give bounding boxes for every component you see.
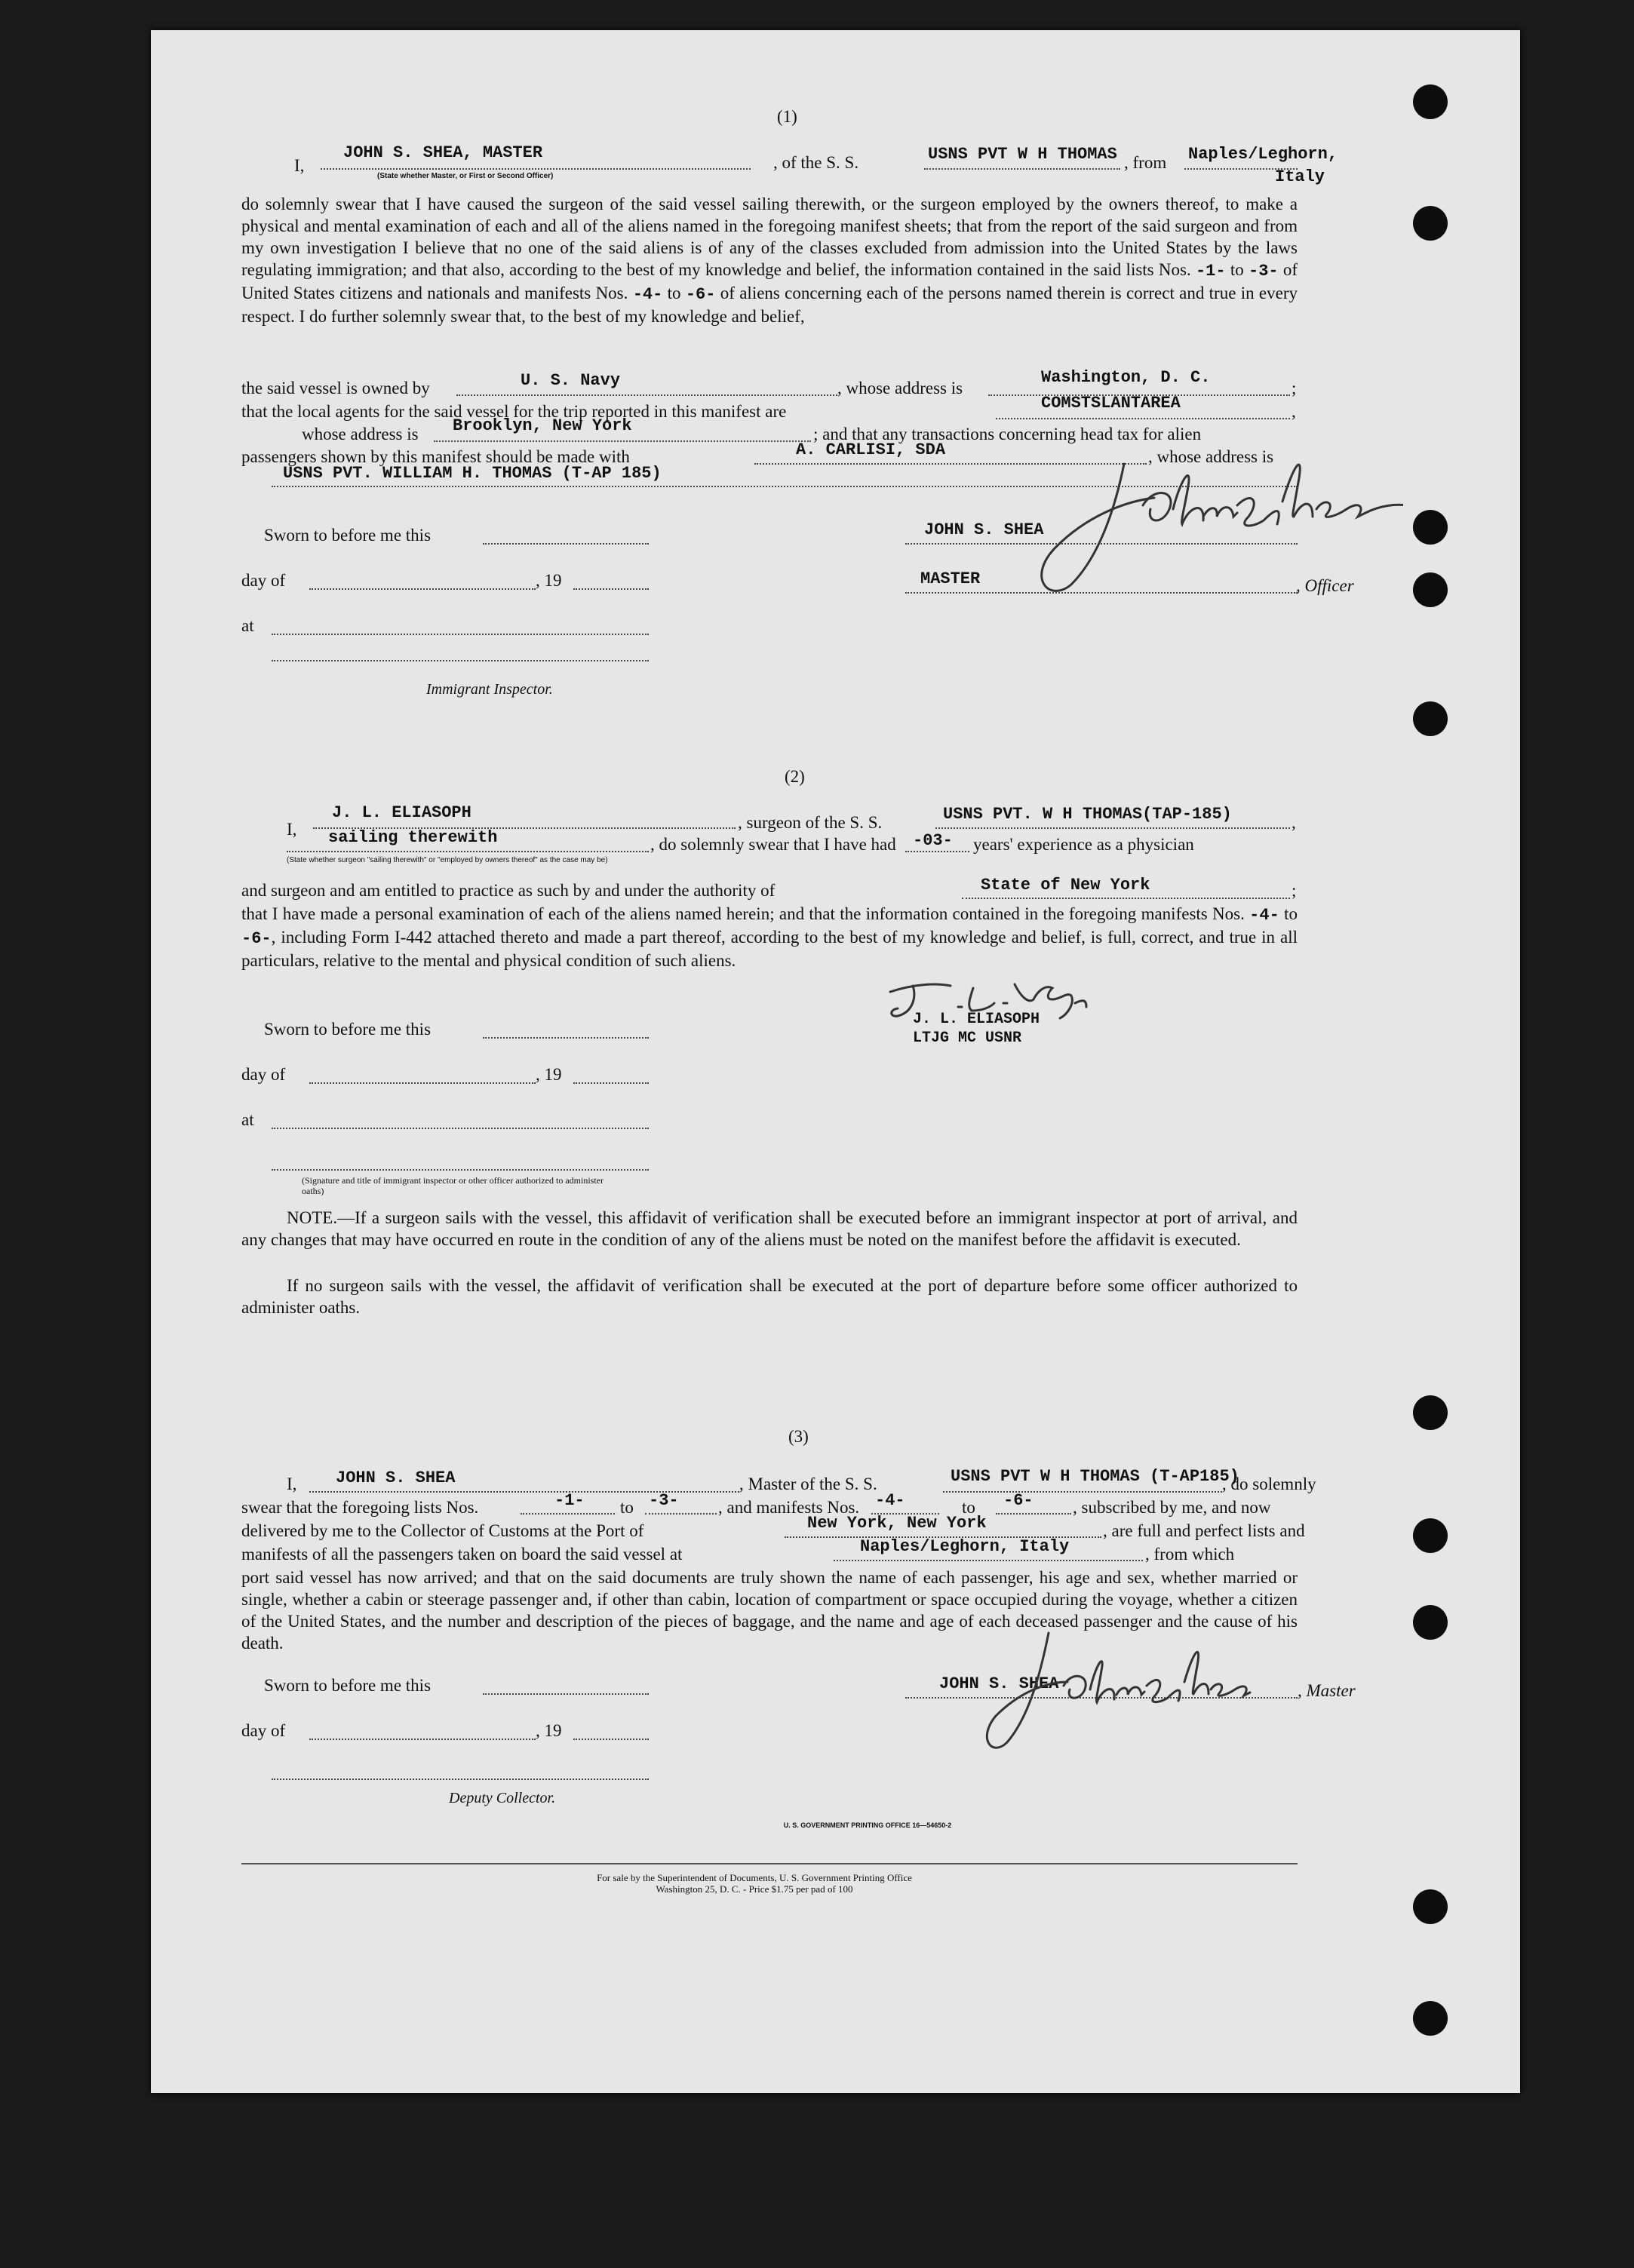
authority: State of New York — [981, 876, 1150, 895]
sale-line-2: Washington 25, D. C. - Price $1.75 per pad of 100 — [656, 1883, 853, 1895]
surgeon-vessel: USNS PVT. W H THOMAS(TAP-185) — [943, 805, 1232, 824]
label-agents-address: whose address is — [302, 425, 419, 443]
manifests-to: -6- — [1003, 1491, 1034, 1510]
section-number: (3) — [788, 1427, 809, 1446]
at-label: at — [241, 1110, 254, 1129]
note-1: NOTE.—If a surgeon sails with the vessel, this affidavit of verification shall be executed before an immigrant inspector at port of arrival, and any changes that may have occurred en route in the condition of any of the aliens must be noted on the manifest before the affidavit is executed. — [241, 1208, 1298, 1249]
to-word: to — [620, 1498, 634, 1517]
label-headtax: ; and that any transactions concerning head tax for alien — [813, 425, 1202, 443]
manifests-to: -6- — [241, 929, 272, 948]
signature-shea-2 — [966, 1610, 1282, 1761]
binder-hole — [1413, 1889, 1448, 1924]
label-from: , from — [1124, 153, 1167, 172]
at-label: at — [241, 616, 254, 635]
label-master-of: , Master of the S. S. — [739, 1475, 877, 1493]
manifests-from: -4- — [875, 1491, 905, 1510]
body-text: that I have made a personal examination of each of the aliens named herein; and that the information contained in the — [241, 904, 1064, 923]
sworn-label: Sworn to before me this — [264, 526, 432, 545]
day-of-label: day of — [241, 571, 286, 590]
binder-hole — [1413, 2001, 1448, 2036]
affidavit-1-body — [241, 193, 1298, 327]
label-years: years' experience as a physician — [973, 835, 1194, 854]
manifests-from: -4- — [632, 285, 663, 304]
body-text: foregoing manifests Nos. — [1068, 904, 1245, 923]
label-manifests: manifests of all the passengers taken on board the said vessel at — [241, 1545, 683, 1564]
master-suffix: , Master — [1298, 1681, 1356, 1700]
binder-hole — [1413, 1395, 1448, 1430]
sailing-status: sailing therewith — [328, 828, 498, 847]
signer-rank: MASTER — [920, 569, 981, 588]
headtax-agent: A. CARLISI, SDA — [796, 440, 946, 459]
sale-line-1: For sale by the Superintendent of Documents, U. S. Government Printing Office — [597, 1872, 912, 1883]
state-hint: (State whether Master, or First or Second Officer) — [377, 172, 554, 180]
body-text: do solemnly swear that I have caused the surgeon of the said vessel sailing therewith, or the surgeon employed by the owners thereof, to make a physical and mental examination of each and all of the aliens named in the foregoing manifest sheets; that from the report of the said surgeon and from my own investigation I believe that no one of the said aliens is of any of the classes excluded from admission into the United States by the laws regulating immigration; and that also, according to the best of my knowledge and belief, the information contained in the said lists Nos. — [241, 195, 1298, 279]
binder-hole — [1413, 206, 1448, 241]
years-experience: -03- — [913, 831, 953, 850]
agents-address: Brooklyn, New York — [453, 416, 632, 435]
deputy-collector-label: Deputy Collector. — [449, 1790, 556, 1806]
label-of-ss: , of the S. S. — [773, 153, 859, 172]
label-do-solemnly: , do solemnly — [1222, 1475, 1316, 1493]
label-full: , are full and perfect lists and — [1103, 1521, 1305, 1540]
label-surgeon-of: , surgeon of the S. S. — [738, 813, 883, 832]
lists-from: -1- — [1195, 262, 1226, 281]
agents: COMSTSLANTAREA — [1041, 394, 1181, 413]
body-text: , including Form I-442 attached thereto and made a part thereof, according to the best of my knowledge and belief, is full, correct, and true in all particulars, relative to the mental and physical condition of such aliens. — [241, 928, 1298, 970]
master-name: JOHN S. SHEA — [336, 1469, 456, 1487]
day-of-label: day of — [241, 1721, 286, 1740]
to-word: to — [667, 284, 681, 302]
owner: U. S. Navy — [521, 371, 621, 390]
label-i: I, — [287, 820, 297, 839]
manifests-from: -4- — [1249, 906, 1279, 925]
label-owned: the said vessel is owned by — [241, 379, 430, 397]
label-i: I, — [287, 1475, 297, 1493]
section-number: (1) — [777, 107, 797, 126]
document-page: (1) I, JOHN S. SHEA, MASTER (State whether Master, or First or Second Officer) , of the S. S. USNS PVT W H THOMAS , from Naples/Leghorn, Italy do solemnly swear that I have caused the surgeon of the said vessel sailing therewith, or the surgeon employed by the owners thereof, to make a physical and mental examination of each and all of the aliens named in the foregoing manifest sheets; that from the report of the said surgeon and from my own investigation I believe that no one of the said aliens is of any of the classes excluded from admission into the United States by the laws regulating immigration; and that also, according to the best of my knowledge and belief, the information contained in the said lists Nos. -1- to -3- of United States citizens and nationals and manifests Nos. -4- to -6- of aliens concerning each of the persons named therein is correct and true in every respect. I do further solemnly swear that, to the best of my knowledge and belief, the said vessel is owned by U. S. Navy , whose address is Washington, D. C. ; that the local agents for the said vessel for the trip reported in this manifest are COMSTSLANTAREA , whose address is Brooklyn, New York ; and that any transactions concerning head tax for alien passengers shown by this manifest should be made with A. CARLISI, SDA , whose address is USNS PVT. WILLIAM H. THOMAS (T-AP 185) Sworn to before me this day of , 19 at Immigrant Inspector. JOHN S. SHEA MASTER , Officer (2) I, J. L. ELIASOPH , surgeon of the S. S. USNS PVT. W H THOMAS(TAP-185) , sailing therewith , do solemnly swear that I have had -03- years' experience as a physician (State whether surgeon "sailing therewith" or "employed by owners thereof" as the case may be) and surgeon and am entitled to practice as such by and under the authority of State of New York ; that I have made a personal examination of each of the aliens named herein; and that the information contained in the foregoing manifests Nos. -4- to -6-, including Form I-442 attached thereto and made a part thereof, according to the best of my knowledge and belief, is full, correct, and true in all particulars, relative to the mental and physical condition of such aliens. J. L. ELIASOPH LTJG MC USNR Sworn to before me this day of , 19 at (Signature and title of immigrant inspector or other officer authorized to administer oaths) NOTE.—If a surgeon sails with the vessel, this affidavit of verification shall be executed before an immigrant inspector at port of arrival, and any changes that may have occurred en route in the condition of any of the aliens must be noted on the manifest before the affidavit is executed. If no surgeon sails with the vessel, the affidavit of verification shall be executed at the port of departure before some officer authorized to administer oaths. (3) I, JOHN S. SHEA , Master of the S. S. USNS PVT W H THOMAS (T-AP185) , do solemnly swear that the foregoing lists Nos. -1- to -3- , and manifests Nos. -4- to -6- , subscribed by me, and now delivered by me to the Collector of Customs at the Port of New York, New York , are full and perfect lists and manifests of all the passengers taken on board the said vessel at Naples/Leghorn, Italy , from which port said vessel has now arrived; and that on the said documents are truly shown the name of each passenger, his age and sex, whether married or single, whether a cabin or steerage passenger and, if other than cabin, location of compartment or space occupied during the voyage, whether a citizen of the United States, and the number and description of the pieces of baggage, and the name and age of each deceased passenger and the cause of his death. Sworn to before me this day of , 19 Deputy Collector. JOHN S. SHEA , Master U. S. GOVERNMENT PRINTING OFFICE 16—54650-2 For sale by the Superintendent of Documents, U. S. Government Printing Office Washington 25, D. C. - Price $1.75 per pad of 100 — [151, 30, 1520, 2093]
port-of-arrival: New York, New York — [807, 1514, 987, 1533]
to-word: to — [1230, 260, 1244, 279]
manifests-to: -6- — [685, 285, 716, 304]
gpo-imprint: U. S. GOVERNMENT PRINTING OFFICE 16—54650-2 — [783, 1821, 952, 1829]
year-label: , 19 — [536, 1721, 562, 1740]
officer-label: , Officer — [1296, 576, 1354, 595]
to-word: to — [962, 1498, 975, 1517]
label-whose-address-2: , whose address is — [1148, 447, 1274, 466]
year-label: , 19 — [536, 1065, 562, 1084]
body-text: of aliens concerning each of the persons named therein is correct and true in every respect. I do further solemnly swear that, to the best of my knowledge and belief, — [241, 284, 1298, 326]
to-word: to — [1284, 904, 1298, 923]
binder-hole — [1413, 1518, 1448, 1553]
vessel-name: USNS PVT W H THOMAS — [928, 145, 1117, 164]
affidavit-3-body: port said vessel has now arrived; and that on the said documents are truly shown the name of each passenger, his age and sex, whether married or single, whether a cabin or steerage passenger and, if other than cabin, location of compartment or space occupied during the voyage, whether a citizen of the United States, and the number and description of the pieces of baggage, and the name and age of each deceased passenger and the cause of his death. — [241, 1568, 1298, 1653]
label-and-manifests: , and manifests Nos. — [718, 1498, 860, 1517]
state-hint: (State whether surgeon "sailing therewith" or "employed by owners thereof" as the case may be) — [287, 856, 608, 864]
surgeon-sig-rank: LTJG MC USNR — [913, 1030, 1022, 1047]
immigrant-inspector-label: Immigrant Inspector. — [426, 681, 553, 698]
vessel-name: USNS PVT W H THOMAS (T-AP185) — [951, 1467, 1239, 1486]
sale-note — [453, 1872, 1056, 1895]
label-delivered: delivered by me to the Collector of Customs at the Port of — [241, 1521, 644, 1540]
affidavit-2-body — [241, 903, 1298, 971]
day-of-label: day of — [241, 1065, 286, 1084]
section-number: (2) — [785, 767, 805, 786]
label-swear-lists: swear that the foregoing lists Nos. — [241, 1498, 479, 1517]
binder-hole — [1413, 701, 1448, 736]
owner-address: Washington, D. C. — [1041, 368, 1211, 387]
label-subscribed: , subscribed by me, and now — [1073, 1498, 1271, 1517]
label-agents: that the local agents for the said vessel for the trip reported in this manifest are — [241, 402, 787, 421]
binder-hole — [1413, 510, 1448, 545]
signer-name: JOHN S. SHEA — [924, 520, 1044, 539]
label-swear: , do solemnly swear that I have had — [650, 835, 896, 854]
lists-to: -3- — [1249, 262, 1279, 281]
lists-from: -1- — [554, 1491, 585, 1510]
master-name: JOHN S. SHEA, MASTER — [343, 143, 543, 162]
sig-hint: (Signature and title of immigrant inspector or other officer authorized to administer oaths) — [302, 1175, 604, 1196]
port-taken: Naples/Leghorn, Italy — [860, 1537, 1070, 1556]
binder-hole — [1413, 572, 1448, 607]
headtax-address: USNS PVT. WILLIAM H. THOMAS (T-AP 185) — [283, 464, 662, 483]
binder-hole — [1413, 1605, 1448, 1640]
year-label: , 19 — [536, 571, 562, 590]
label-whose-address: , whose address is — [837, 379, 963, 397]
label-passengers: passengers shown by this manifest should be made with — [241, 447, 630, 466]
label-from-which: , from which — [1145, 1545, 1235, 1564]
sworn-label: Sworn to before me this — [264, 1020, 432, 1039]
surgeon-name: J. L. ELIASOPH — [332, 803, 471, 822]
port-from-country: Italy — [1275, 167, 1325, 186]
signer-name: JOHN S. SHEA — [939, 1674, 1059, 1693]
body-text: of United States citizens and nationals and manifests Nos. — [241, 260, 1298, 302]
surgeon-sig-name: J. L. ELIASOPH — [913, 1011, 1040, 1028]
label-i: I, — [294, 156, 305, 175]
lists-to: -3- — [649, 1491, 679, 1510]
sworn-label: Sworn to before me this — [264, 1676, 432, 1695]
binder-hole — [1413, 84, 1448, 119]
port-from: Naples/Leghorn, — [1188, 145, 1338, 164]
label-authority: and surgeon and am entitled to practice as such by and under the authority of — [241, 881, 776, 900]
note-2: If no surgeon sails with the vessel, the affidavit of verification shall be executed at the port of departure before some officer authorized to administer oaths. — [241, 1276, 1298, 1317]
